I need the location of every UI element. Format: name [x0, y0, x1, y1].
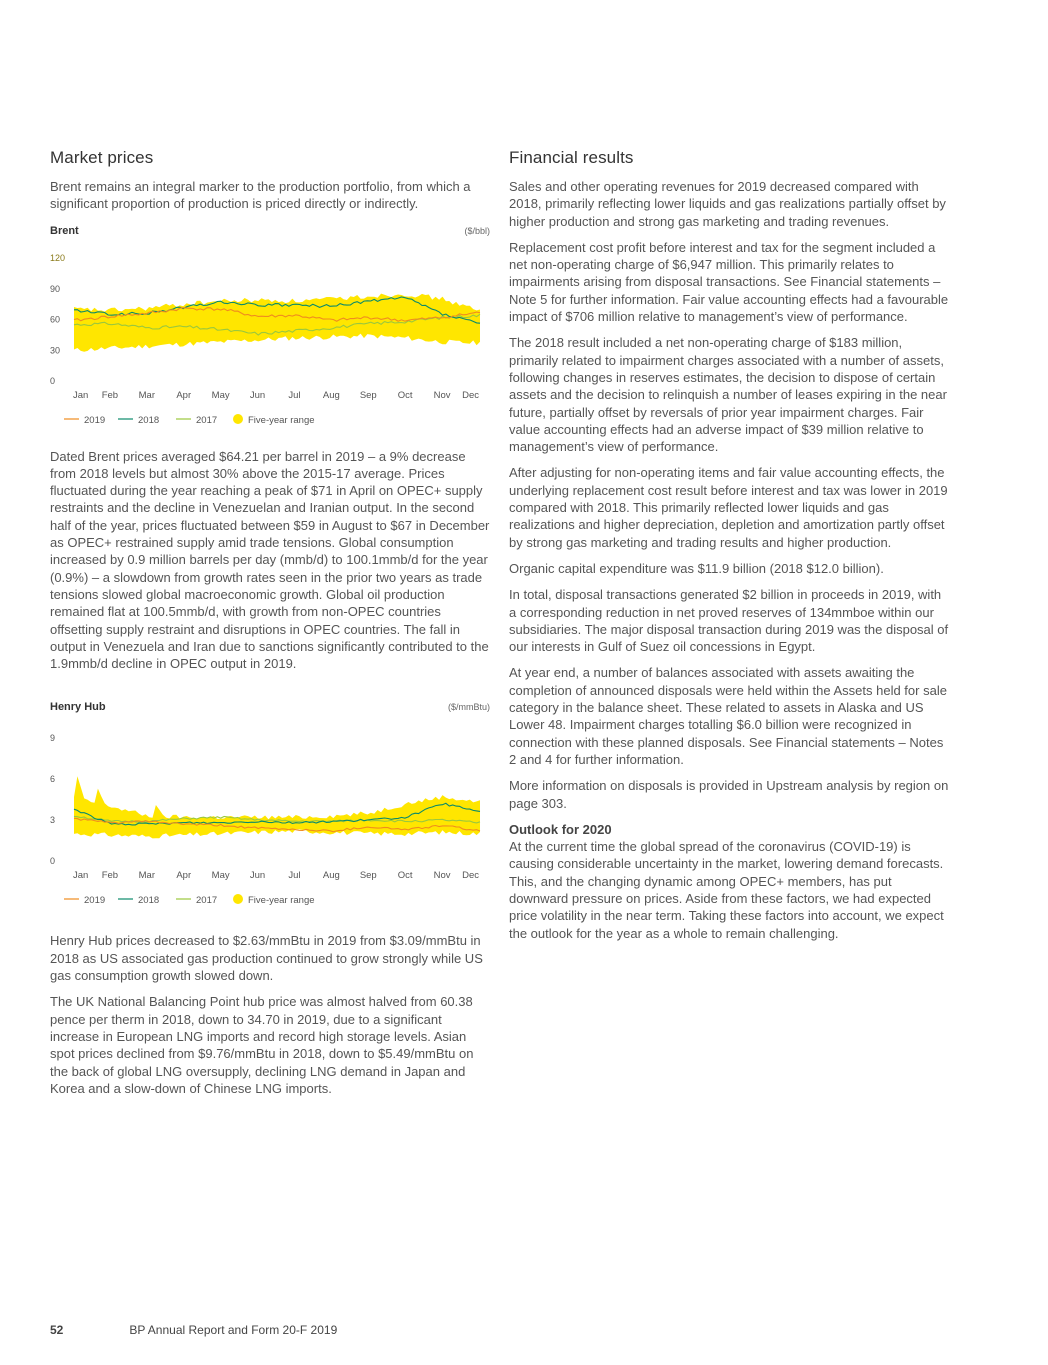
brent-chart-svg [50, 222, 492, 442]
x-tick-label: Nov [433, 870, 451, 882]
legend-label: 2017 [196, 414, 218, 426]
henry-hub-chart-svg [50, 698, 492, 918]
financial-paragraph: The 2018 result included a net non-operating charge of $183 million, primarily related to impairment charges associated with a number of assets, following changes in reserves estimates, the decision to dispose of certain assets and the decision to relinquish a number of leases expiring in the near future, partially offset by reversals of prior year impairment charges. Fair value accounting effects had an adverse impact of $39 million relative to management’s view of performance. [509, 335, 947, 455]
henry-hub-paragraph: Henry Hub prices decreased to $2.63/mmBtu in 2019 from $3.09/mmBtu in 2018 as US associated gas production continued to grow strongly while US gas consumption growth slowed down. [50, 933, 483, 984]
x-tick-label: Mar [138, 389, 156, 401]
legend-swatch-range [233, 894, 243, 904]
y-tick-label: 3 [50, 815, 56, 826]
x-tick-label: Sep [359, 870, 377, 882]
chart-title: Henry Hub [50, 701, 106, 714]
financial-results-heading: Financial results [509, 148, 634, 167]
x-tick-label: Dec [462, 870, 479, 882]
page-footer [50, 1323, 337, 1337]
y-tick-label: 60 [50, 314, 61, 325]
x-tick-label: May [211, 389, 230, 401]
market-prices-intro: Brent remains an integral marker to the production portfolio, from which a significant proportion of production is priced directly or indirectly. [50, 179, 471, 212]
x-tick-label: Apr [176, 389, 192, 401]
x-tick-label: Jul [288, 870, 301, 882]
brent-chart [50, 222, 492, 442]
x-tick-label: Sep [359, 389, 377, 401]
x-tick-label: Oct [397, 389, 413, 401]
y-tick-label: 90 [50, 283, 61, 294]
financial-paragraph: Organic capital expenditure was $11.9 billion (2018 $12.0 billion). [509, 560, 884, 576]
y-tick-label: 0 [50, 375, 56, 386]
x-tick-label: Mar [138, 870, 156, 882]
x-tick-label: Feb [101, 389, 119, 401]
right-column [509, 148, 951, 951]
x-tick-label: Dec [462, 389, 479, 401]
x-tick-label: Jun [249, 870, 266, 882]
financial-paragraph: At year end, a number of balances associated with assets awaiting the completion of announced disposals were held within the Assets held for sale category in the balance sheet. These related to assets in Alaska and US Lower 48. Impairment charges totalling $6.0 billion were recognized in connection with these planned disposals. See Financial statements – Notes 2 and 4 for further information. [509, 665, 947, 767]
x-tick-label: Oct [397, 870, 413, 882]
page-number: 52 [50, 1323, 64, 1337]
x-tick-label: Nov [433, 389, 451, 401]
x-tick-label: Feb [101, 870, 119, 882]
legend-label: 2019 [84, 414, 106, 426]
x-tick-label: Jul [288, 389, 301, 401]
market-prices-heading: Market prices [50, 148, 154, 167]
x-tick-label: Jan [73, 870, 89, 882]
five-year-range-band [74, 293, 480, 351]
nbp-paragraph: The UK National Balancing Point hub price was almost halved from 60.38 pence per therm in 2018, down to 34.70 in 2019, due to a significant increase in European LNG imports and record high storage levels. Asian spot prices declined from $9.76/mmBtu in 2018, down to $5.49/mmBtu on the back of global LNG oversupply, declining LNG demand in Japan and Korea and a slow-down of Chinese LNG imports. [50, 994, 474, 1096]
y-tick-label: 120 [50, 252, 66, 263]
chart-unit: ($/mmBtu) [447, 702, 490, 713]
x-tick-label: Apr [176, 870, 192, 882]
chart-unit: ($/bbl) [464, 225, 490, 236]
x-tick-label: Aug [322, 870, 340, 882]
legend-label: Five-year range [248, 895, 315, 907]
brent-paragraph: Dated Brent prices averaged $64.21 per barrel in 2019 – a 9% decrease from 2018 levels but almost 30% above the 2015-17 average. Prices fluctuated during the year reaching a peak of $71 in April on OPEC+ supply restraints and the decline in Venezuelan and Iranian output. In the second half of the year, prices fluctuated between $59 in August to $67 in December as OPEC+ restrained supply amid trade tensions. Global consumption increased by 0.9 million barrels per day (mmb/d) to 100.1mmb/d for the year (0.9%) – a slowdown from growth rates seen in the prior two years as trade tensions slowed global macroeconomic growth. Global oil production remained flat at 100.5mmb/d, with growth from non-OPEC countries offsetting supply restraint and disruptions in OPEC countries. The fall in output in Venezuela and Iran due to sanctions significantly contributed to the 1.9mmb/d decline in OPEC output in 2019. [50, 448, 490, 672]
henry-hub-chart [50, 698, 492, 918]
legend-swatch-range [233, 414, 243, 424]
x-tick-label: Aug [322, 389, 340, 401]
x-tick-label: Jun [249, 389, 266, 401]
x-tick-label: May [211, 870, 230, 882]
y-tick-label: 0 [50, 856, 56, 867]
financial-paragraph: In total, disposal transactions generated $2 billion in proceeds in 2019, with a corresponding reduction in net proved reserves of 134mmboe within our subsidiaries. The major disposal transaction during 2019 was the disposal of our interests in Gulf of Suez oil concessions in Egypt. [509, 587, 949, 655]
legend-label: 2018 [138, 895, 160, 907]
left-column [50, 148, 492, 1106]
financial-paragraph: After adjusting for non-operating items and fair value accounting effects, the underlying replacement cost result before interest and tax was lower in 2019 compared with 2018. This primarily reflected lower liquids and gas realizations and higher depreciation, depletion and amortization partly offset by strong gas marketing and trading results and higher production. [509, 465, 948, 550]
y-tick-label: 30 [50, 344, 61, 355]
financial-paragraph: Sales and other operating revenues for 2019 decreased compared with 2018, primarily reflecting lower liquids and gas realizations partially offset by higher production and strong gas marketing and trading revenues. [509, 179, 946, 229]
report-title: BP Annual Report and Form 20-F 2019 [129, 1323, 338, 1337]
legend-label: 2018 [138, 414, 160, 426]
financial-paragraph: More information on disposals is provided in Upstream analysis by region on page 303. [509, 778, 949, 811]
x-tick-label: Jan [73, 389, 89, 401]
legend-label: Five-year range [248, 414, 315, 426]
legend-label: 2017 [196, 895, 218, 907]
financial-paragraph: Replacement cost profit before interest and tax for the segment included a net non-operating charge of $6,947 million. This primarily relates to impairments arising from disposal transactions. See Financial statements – Note 5 for further information. Fair value accounting effects had a favourable impact of $706 million relative to management’s view of performance. [509, 239, 949, 325]
y-tick-label: 9 [50, 733, 56, 744]
legend-label: 2019 [84, 895, 106, 907]
y-tick-label: 6 [50, 774, 56, 785]
outlook-paragraph: At the current time the global spread of the coronavirus (COVID-19) is causing considerable uncertainty in the market, lowering demand forecasts. This, and the changing dynamic among OPEC+ members, has put downward pressure on prices. Aside from these factors, we had expected price volatility in the near term. Taking these factors into account, we expect the outlook for the year as a whole to remain challenging. [509, 839, 944, 941]
chart-title: Brent [50, 224, 79, 237]
outlook-heading: Outlook for 2020 [509, 821, 612, 837]
